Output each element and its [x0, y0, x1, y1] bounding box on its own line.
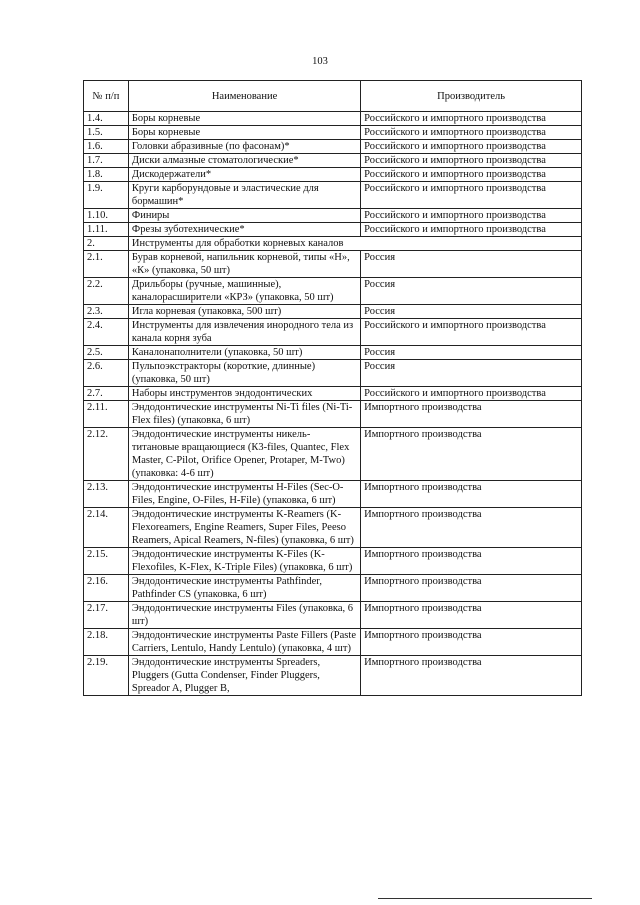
row-name: Эндодонтические инструменты K-Files (K- Flexofiles, K-Flex, K-Triple Files) (упаковка, 6 шт)	[128, 548, 360, 575]
row-number: 2.19.	[84, 656, 129, 696]
row-number: 1.10.	[84, 209, 129, 223]
row-name: Диски алмазные стоматологические*	[128, 154, 360, 168]
row-number: 1.8.	[84, 168, 129, 182]
row-name: Эндодонтические инструменты Paste Fillers (Paste Carriers, Lentulo, Handy Lentulo) (упаковка, 4 шт)	[128, 629, 360, 656]
row-name: Эндодонтические инструменты Pathfinder, Pathfinder CS (упаковка, 6 шт)	[128, 575, 360, 602]
row-number: 1.9.	[84, 182, 129, 209]
row-number: 2.15.	[84, 548, 129, 575]
row-name: Эндодонтические инструменты Ni-Ti files (Ni-Ti-Flex files) (упаковка, 6 шт)	[128, 401, 360, 428]
row-name: Эндодонтические инструменты никель-титановые вращающиеся (К3-files, Quantec, Flex Master, C-Pilot, Orifice Opener, Protaper, M-Two) (упаковка: 4-6 шт)	[128, 428, 360, 481]
table-row	[84, 154, 582, 168]
row-manufacturer: Российского и импортного производства	[361, 168, 582, 182]
products-table	[83, 80, 582, 696]
table-row	[84, 305, 582, 319]
row-name: Боры корневые	[128, 112, 360, 126]
row-number: 2.18.	[84, 629, 129, 656]
row-manufacturer: Российского и импортного производства	[361, 154, 582, 168]
row-number: 2.6.	[84, 360, 129, 387]
section-row	[84, 237, 582, 251]
table-header-row	[84, 81, 582, 112]
table-row	[84, 126, 582, 140]
row-manufacturer: Импортного производства	[361, 548, 582, 575]
row-number: 2.3.	[84, 305, 129, 319]
table-row	[84, 387, 582, 401]
row-number: 1.4.	[84, 112, 129, 126]
table-row	[84, 548, 582, 575]
row-number: 2.4.	[84, 319, 129, 346]
row-name: Эндодонтические инструменты K-Reamers (K-Flexoreamers, Engine Reamers, Super Files, Peeso Reamers, Apical Reamers, N-files) (упаковка, 6 шт)	[128, 508, 360, 548]
table-row	[84, 112, 582, 126]
row-name: Дрильборы (ручные, машинные), каналорасширители «КРЗ» (упаковка, 50 шт)	[128, 278, 360, 305]
row-number: 1.7.	[84, 154, 129, 168]
table-row	[84, 346, 582, 360]
table-row	[84, 140, 582, 154]
row-name: Каналонаполнители (упаковка, 50 шт)	[128, 346, 360, 360]
table-row	[84, 278, 582, 305]
table-row	[84, 629, 582, 656]
row-name: Наборы инструментов эндодонтических	[128, 387, 360, 401]
row-name: Эндодонтические инструменты Spreaders, Pluggers (Gutta Condenser, Finder Pluggers, Spreador A, Plugger B,	[128, 656, 360, 696]
row-manufacturer: Россия	[361, 278, 582, 305]
row-name: Дискодержатели*	[128, 168, 360, 182]
row-name: Финиры	[128, 209, 360, 223]
row-number: 2.5.	[84, 346, 129, 360]
row-name: Эндодонтические инструменты H-Files (Sec-O-Files, Engine, O-Files, H-File) (упаковка, 6 шт)	[128, 481, 360, 508]
table-row	[84, 319, 582, 346]
table-row	[84, 209, 582, 223]
row-number: 2.11.	[84, 401, 129, 428]
row-manufacturer: Российского и импортного производства	[361, 319, 582, 346]
row-number: 1.11.	[84, 223, 129, 237]
row-manufacturer: Российского и импортного производства	[361, 112, 582, 126]
row-manufacturer: Российского и импортного производства	[361, 223, 582, 237]
row-number: 2.2.	[84, 278, 129, 305]
header-name: Наименование	[128, 81, 360, 112]
row-name: Бурав корневой, напильник корневой, типы «Н», «К» (упаковка, 50 шт)	[128, 251, 360, 278]
row-manufacturer: Российского и импортного производства	[361, 140, 582, 154]
row-name: Круги карборундовые и эластические для бормашин*	[128, 182, 360, 209]
table-row	[84, 481, 582, 508]
row-manufacturer: Импортного производства	[361, 629, 582, 656]
header-manufacturer: Производитель	[361, 81, 582, 112]
row-manufacturer: Российского и импортного производства	[361, 182, 582, 209]
row-manufacturer: Импортного производства	[361, 428, 582, 481]
header-num: № п/п	[84, 81, 129, 112]
row-manufacturer: Импортного производства	[361, 401, 582, 428]
table-row	[84, 168, 582, 182]
page-number: 103	[312, 56, 328, 67]
table-row	[84, 223, 582, 237]
row-manufacturer: Импортного производства	[361, 656, 582, 696]
row-number: 2.17.	[84, 602, 129, 629]
row-manufacturer: Импортного производства	[361, 602, 582, 629]
row-manufacturer: Российского и импортного производства	[361, 209, 582, 223]
row-manufacturer: Россия	[361, 360, 582, 387]
row-number: 2.1.	[84, 251, 129, 278]
row-manufacturer: Российского и импортного производства	[361, 387, 582, 401]
row-number: 1.5.	[84, 126, 129, 140]
row-manufacturer: Россия	[361, 346, 582, 360]
row-number: 2.	[84, 237, 129, 251]
row-number: 1.6.	[84, 140, 129, 154]
table-row	[84, 360, 582, 387]
row-number: 2.12.	[84, 428, 129, 481]
table-row	[84, 428, 582, 481]
table-row	[84, 401, 582, 428]
table-row	[84, 656, 582, 696]
row-manufacturer: Россия	[361, 305, 582, 319]
row-name: Головки абразивные (по фасонам)*	[128, 140, 360, 154]
footer-rule	[378, 898, 592, 899]
row-number: 2.16.	[84, 575, 129, 602]
row-name: Инструменты для извлечения инородного тела из канала корня зуба	[128, 319, 360, 346]
row-number: 2.13.	[84, 481, 129, 508]
row-name: Пульпоэкстракторы (короткие, длинные) (упаковка, 50 шт)	[128, 360, 360, 387]
table-row	[84, 575, 582, 602]
row-manufacturer: Импортного производства	[361, 508, 582, 548]
row-number: 2.7.	[84, 387, 129, 401]
row-name: Игла корневая (упаковка, 500 шт)	[128, 305, 360, 319]
table-row	[84, 251, 582, 278]
table-row	[84, 602, 582, 629]
row-name: Эндодонтические инструменты Files (упаковка, 6 шт)	[128, 602, 360, 629]
row-manufacturer: Россия	[361, 251, 582, 278]
row-name: Фрезы зуботехнические*	[128, 223, 360, 237]
row-manufacturer: Российского и импортного производства	[361, 126, 582, 140]
table-row	[84, 182, 582, 209]
row-name: Инструменты для обработки корневых каналов	[128, 237, 581, 251]
row-number: 2.14.	[84, 508, 129, 548]
table-row	[84, 508, 582, 548]
row-manufacturer: Импортного производства	[361, 575, 582, 602]
row-name: Боры корневые	[128, 126, 360, 140]
row-manufacturer: Импортного производства	[361, 481, 582, 508]
table-body	[84, 112, 582, 696]
